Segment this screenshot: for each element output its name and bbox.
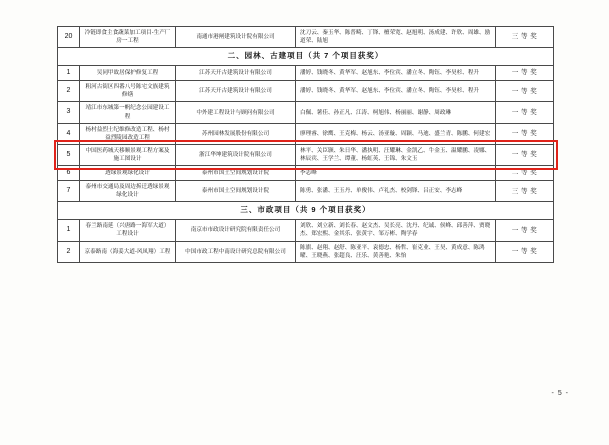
award-level: 一 等 奖 [496,123,554,144]
section-title: 二、园林、古建项目（共 7 个项目获奖） [58,48,554,66]
design-unit: 江苏天开古建筑设计有限公司 [176,81,296,102]
project-members: 陈勇、张潘、王玉丹、单俊伟、卢礼杰、校剑锋、吕正安、李志峰 [296,181,496,202]
project-name: 冷链即食主食蔬菜加工项目-生产厂房一工程 [80,27,176,48]
design-unit: 江苏天开古建筑设计有限公司 [176,66,296,81]
design-unit: 泰州市国土空间规划设计院 [176,181,296,202]
project-members: 潘婷、钱晓冬、黄华军、赵旭东、李位宾、潘立冬、陶钰、李昊杉、程升 [296,66,496,81]
award-level: 一 等 奖 [496,66,554,81]
design-unit: 中外建工程设计与顾问有限公司 [176,102,296,123]
award-level: 一 等 奖 [496,102,554,123]
design-unit: 泰州市国土空间规划设计院 [176,166,296,181]
award-projects-table [57,26,554,263]
table-row [58,27,554,48]
award-level: 三 等 奖 [496,27,554,48]
row-number: 1 [58,220,80,241]
design-unit: 南京市市政设计研究院有限责任公司 [176,220,296,241]
table-section-row [58,48,554,66]
award-level: 二 等 奖 [496,166,554,181]
section-title: 三、市政项目（共 9 个项目获奖） [58,202,554,220]
project-name: 杨村益烈土纪维修改造工程、杨村益烈陵园改造工程 [80,123,176,144]
row-number: 5 [58,144,80,165]
project-members: 陈旗、赵翔、赵舒、陈亚平、袁德忠、杨哲、崔克业、王昊、黄成意、陈鸿曜、王晓燕、张超良、汪乐、黄善艳、朱怡 [296,241,496,262]
page-number: - 5 - [551,390,569,397]
design-unit: 苏州园林发展股份有限公司 [176,123,296,144]
project-name: 春兰路南延（兴唐路一海军大道）工程设计 [80,220,176,241]
table-row [58,66,554,81]
project-members: 廖理睿、徐鹰、王克梅、杨云、汤亚璇、周颖、马迪、盛兰青、陈鹏、何建宏 [296,123,496,144]
design-unit: 南通市港闸建筑设计院有限公司 [176,27,296,48]
table-row [58,102,554,123]
design-unit: 浙江华坤建筑设计院有限公司 [176,144,296,165]
project-members: 林平、关臣颢、朱日华、潘执明、汪耀琳、金凯乙、牛金玉、温耀鹏、凌娜、林辰宾、王学兰、谭董、杨虹英、王锦、朱文玉 [296,144,496,165]
design-unit: 中国市政工程中南设计研究总院有限公司 [176,241,296,262]
row-number: 3 [58,102,80,123]
project-members: 白佩、薯佳、孙正凡、江涛、柯旭伟、杨丽丽、谢静、周政琳 [296,102,496,123]
table-row [58,81,554,102]
table-row [58,241,554,262]
row-number: 7 [58,181,80,202]
project-name: 中国医药城天移顺景观工程方案及施工图设计 [80,144,176,165]
project-name: 泰州市交通局及周边拆迁透绿景观绿化设计 [80,181,176,202]
project-name: 粗河古街区四番八号陈宅文族建筑修缮 [80,81,176,102]
row-number: 4 [58,123,80,144]
table-row [58,220,554,241]
project-members: 李志峰 [296,166,496,181]
project-members: 刘欣、刘立新、刘长春、赵文杰、吴长亮、沈丹、纪诚、侯峰、邱善萍、贾晓杰、郑宏熙、金其乐、张黄宇、邹万彬、陶学春 [296,220,496,241]
project-members: 沈刀云、秦玉华、陈普畸、丁锋、檀荣宽、赵旭明、汤成建、许欣、周雄、励道荣、陆旭 [296,27,496,48]
row-number: 2 [58,81,80,102]
row-number: 2 [58,241,80,262]
award-level: 一 等 奖 [496,241,554,262]
project-name: 吴同甲故居保护修复工程 [80,66,176,81]
table-row [58,181,554,202]
row-number: 20 [58,27,80,48]
award-level: 一 等 奖 [496,220,554,241]
row-number: 1 [58,66,80,81]
award-level: 三 等 奖 [496,181,554,202]
table-row [58,166,554,181]
project-members: 潘婷、钱晓冬、黄华军、赵旭东、李位宾、潘立冬、陶钰、李昊杉、程升 [296,81,496,102]
award-level: 一 等 奖 [496,144,554,165]
project-name: 京泰路南（海姜大道-风凤翔）工程 [80,241,176,262]
project-name: 透绿景观绿化设计 [80,166,176,181]
table-section-row [58,202,554,220]
award-level: 一 等 奖 [496,81,554,102]
row-number: 6 [58,166,80,181]
table-row [58,123,554,144]
project-name: 靖江市东城第一帆纪念公园建设工程 [80,102,176,123]
table-row-highlighted [58,144,554,165]
table-body [58,27,554,263]
